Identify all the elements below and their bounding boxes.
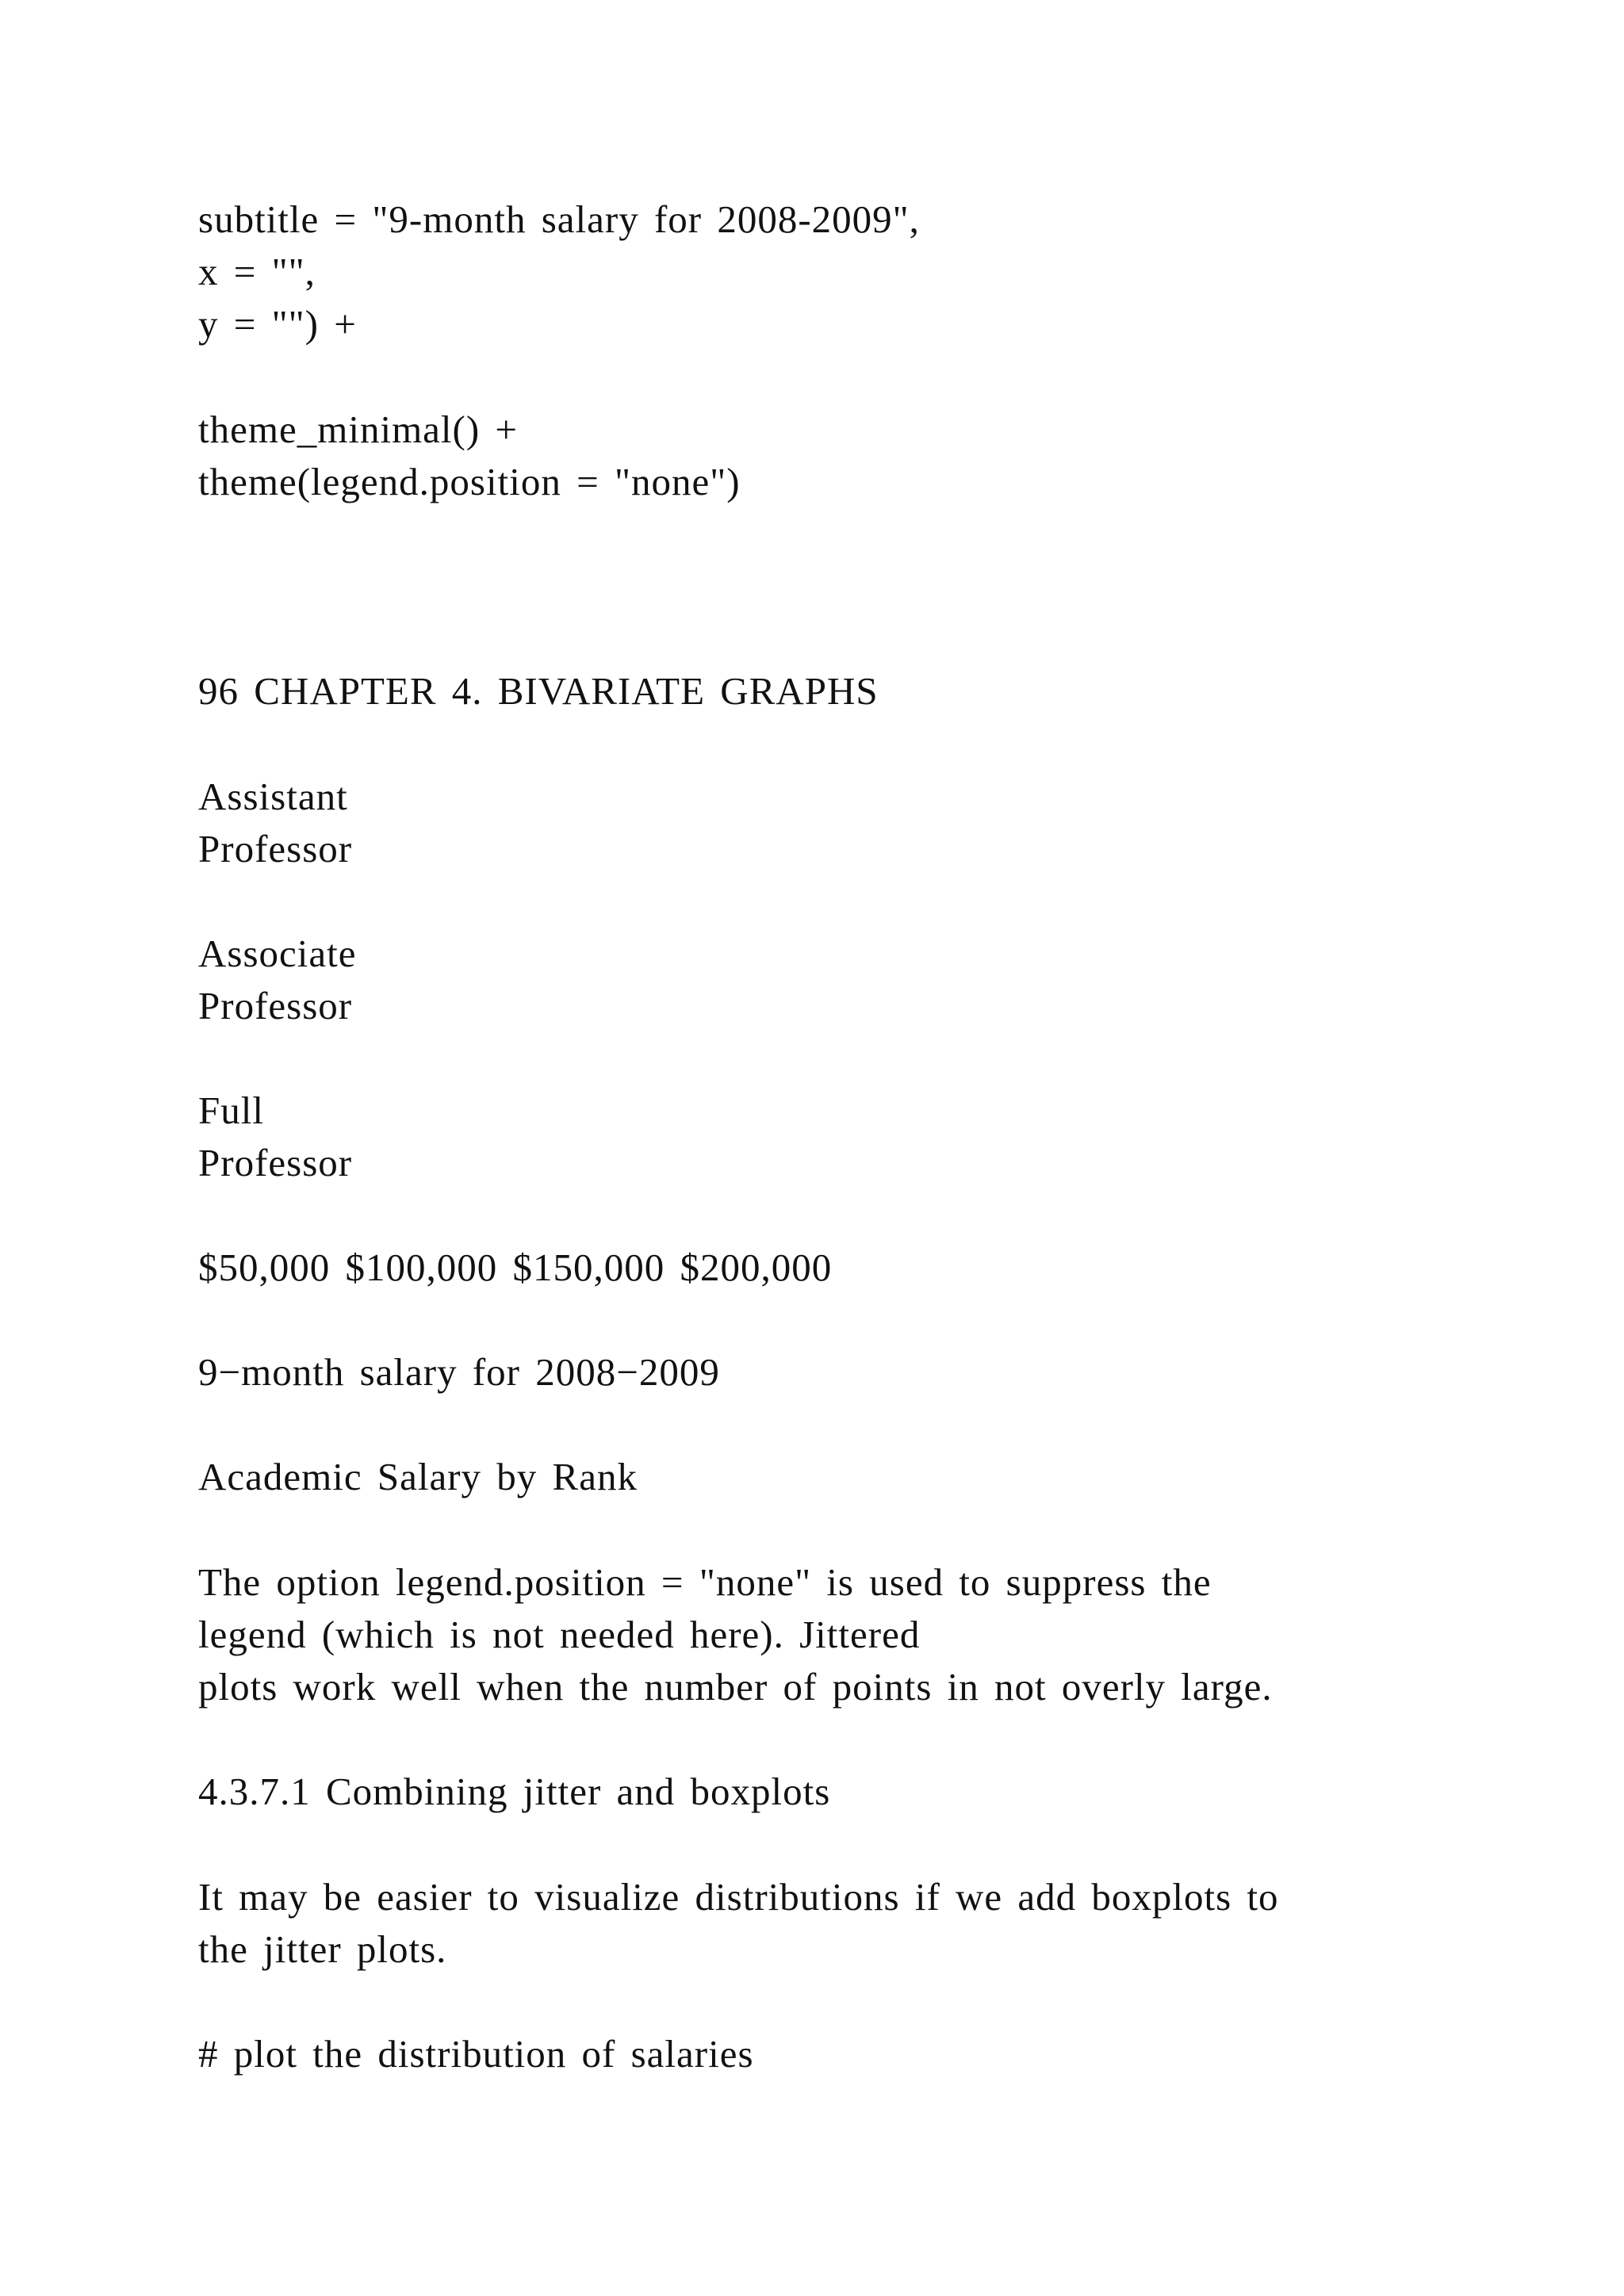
axis-tick-labels: $50,000 $100,000 $150,000 $200,000 <box>198 1246 833 1289</box>
axis-label-assistant: Assistant <box>198 775 348 818</box>
section-heading: 4.3.7.1 Combining jitter and boxplots <box>198 1770 831 1813</box>
code-comment: # plot the distribution of salaries <box>198 2032 754 2076</box>
axis-label-full: Full <box>198 1089 264 1132</box>
code-line-theme-minimal: theme_minimal() + <box>198 408 519 451</box>
axis-label-assistant-professor: Professor <box>198 827 353 871</box>
axis-label-associate: Associate <box>198 932 357 975</box>
figure-title: Academic Salary by Rank <box>198 1455 638 1498</box>
body-paragraph-line-3: plots work well when the number of points in not overly large. <box>198 1665 1273 1709</box>
figure-subtitle: 9−month salary for 2008−2009 <box>198 1350 720 1394</box>
axis-label-associate-professor: Professor <box>198 984 353 1027</box>
code-line-y: y = "") + <box>198 302 357 346</box>
page-header: 96 CHAPTER 4. BIVARIATE GRAPHS <box>198 669 879 713</box>
axis-label-full-professor: Professor <box>198 1141 353 1184</box>
code-line-x: x = "", <box>198 250 316 293</box>
body-paragraph-2-line-2: the jitter plots. <box>198 1927 447 1971</box>
body-paragraph-line-1: The option legend.position = "none" is used to suppress the <box>198 1560 1212 1604</box>
code-line-theme-legend: theme(legend.position = "none") <box>198 460 741 503</box>
body-paragraph-2-line-1: It may be easier to visualize distributions if we add boxplots to <box>198 1875 1279 1919</box>
body-paragraph-line-2: legend (which is not needed here). Jittered <box>198 1613 921 1656</box>
code-line-subtitle: subtitle = "9-month salary for 2008-2009", <box>198 197 920 241</box>
